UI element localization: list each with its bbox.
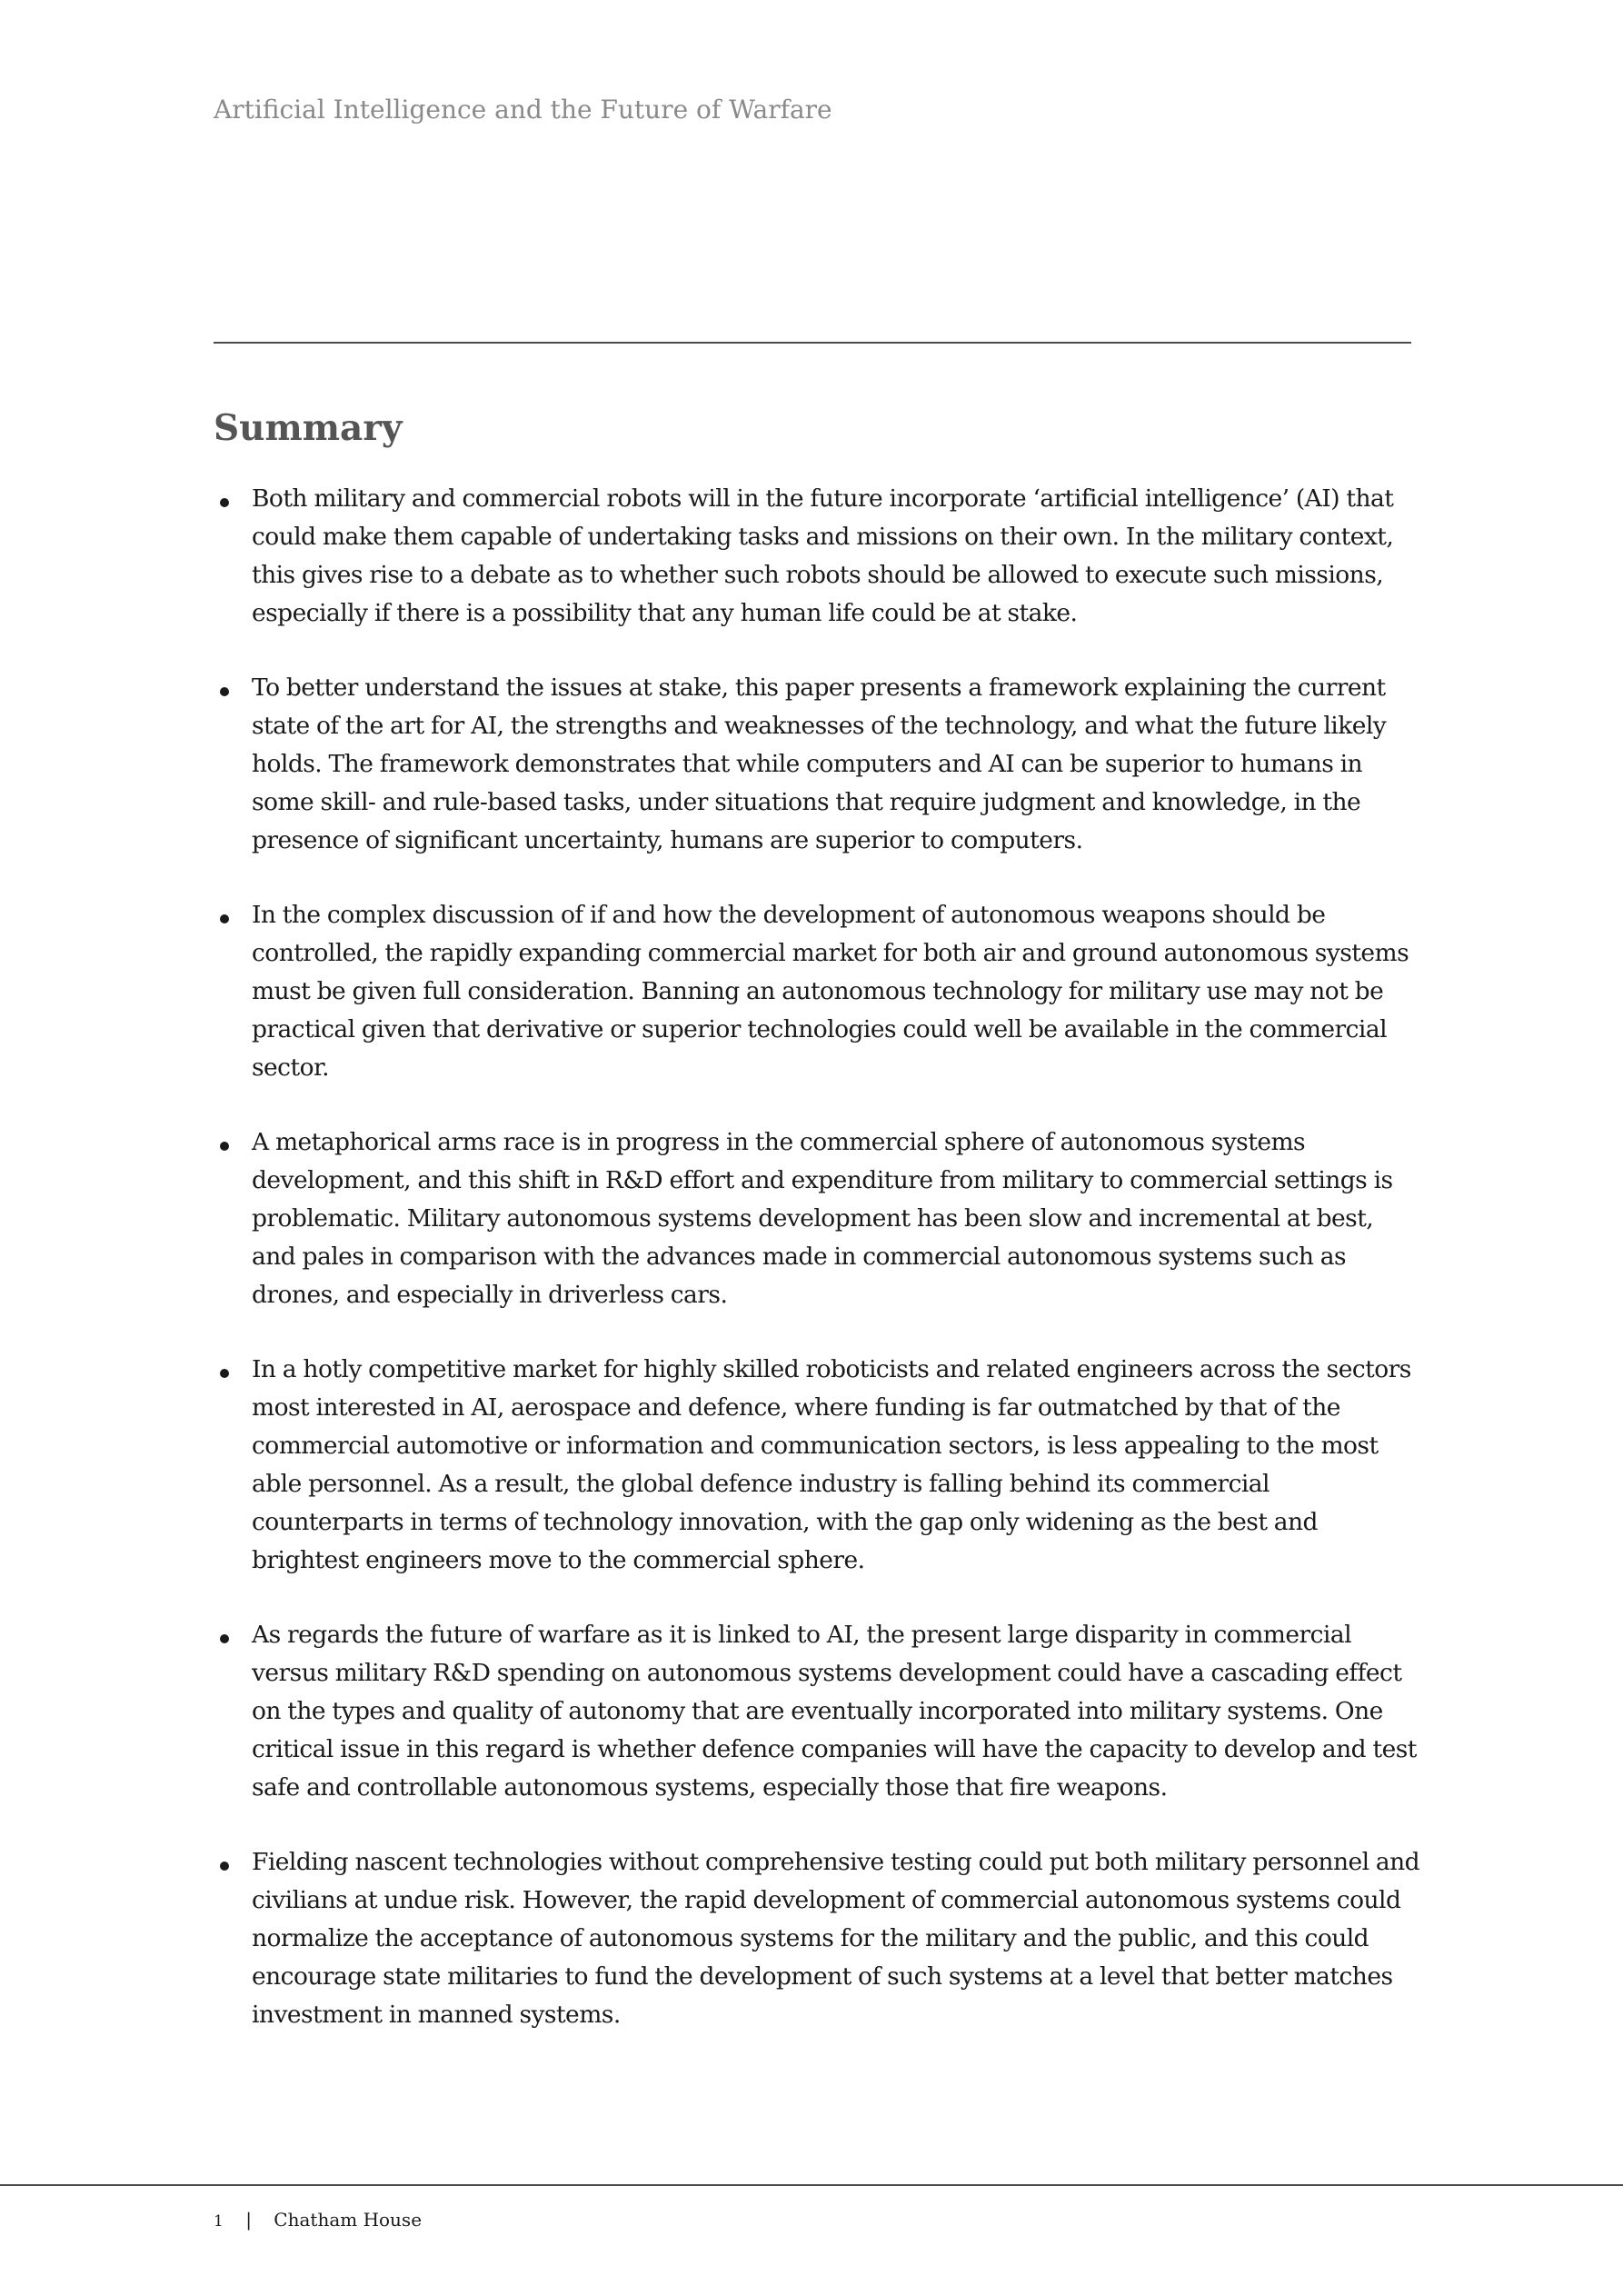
footer-divider	[0, 2184, 1623, 2186]
summary-bullet-text: Fielding nascent technologies without comprehensive testing could put both military personnel and civilians at undue risk. However, the rapid development of commercial autonomous systems could normalize the acceptance of autonomous systems for the military and the public, and this could encourage state militaries to fund the development of such systems at a level that better matches investment in manned systems.	[252, 1848, 1420, 2029]
summary-bullet-text: As regards the future of warfare as it is linked to AI, the present large disparity in commercial versus military R&D spending on autonomous systems development could have a cascading effect on the types and quality of autonomy that are eventually incorporated into military systems. One critical issue in this regard is whether defence companies will have the capacity to develop and test safe and controllable autonomous systems, especially those that fire weapons.	[252, 1621, 1417, 1802]
running-header-title: Artificial Intelligence and the Future of Warfare	[214, 95, 832, 125]
summary-bullet-item	[214, 1351, 1422, 1580]
page-footer	[214, 2209, 422, 2231]
summary-bullet-item	[214, 1616, 1422, 1807]
section-heading-summary: Summary	[214, 407, 403, 449]
summary-bullet-item	[214, 896, 1422, 1087]
bullet-dot-icon	[220, 1142, 229, 1151]
summary-bullet-item	[214, 669, 1422, 860]
summary-bullet-item	[214, 480, 1422, 633]
summary-bullet-text: In the complex discussion of if and how the development of autonomous weapons should be controlled, the rapidly expanding commercial market for both air and ground autonomous systems must be given full consideration. Banning an autonomous technology for military use may not be practical given that derivative or superior technologies could well be available in the commercial sector.	[252, 901, 1409, 1082]
bullet-dot-icon	[220, 687, 229, 696]
bullet-dot-icon	[220, 1369, 229, 1378]
summary-bullet-text: To better understand the issues at stake, this paper presents a framework explaining the current state of the art for AI, the strengths and weaknesses of the technology, and what the future likely holds. The framework demonstrates that while computers and AI can be superior to humans in some skill- and rule-based tasks, under situations that require judgment and knowledge, in the presence of significant uncertainty, humans are superior to computers.	[252, 674, 1387, 854]
summary-bullet-item	[214, 1843, 1422, 2034]
bullet-dot-icon	[220, 1862, 229, 1871]
footer-separator: |	[245, 2209, 252, 2231]
bullet-dot-icon	[220, 914, 229, 923]
summary-bullet-list	[214, 480, 1422, 2071]
footer-publisher: Chatham House	[274, 2209, 423, 2231]
summary-bullet-item	[214, 1123, 1422, 1314]
header-divider	[214, 342, 1411, 344]
summary-bullet-text: In a hotly competitive market for highly skilled roboticists and related engineers across the sectors most interested in AI, aerospace and defence, where funding is far outmatched by that of the commercial automotive or information and communication sectors, is less appealing to the most able personnel. As a result, the global defence industry is falling behind its commercial counterparts in terms of technology innovation, with the gap only widening as the best and brightest engineers move to the commercial sphere.	[252, 1355, 1411, 1574]
bullet-dot-icon	[220, 498, 229, 507]
bullet-dot-icon	[220, 1634, 229, 1643]
summary-bullet-text: Both military and commercial robots will in the future incorporate ‘artificial intelligence’ (AI) that could make them capable of undertaking tasks and missions on their own. In the military context, this gives rise to a debate as to whether such robots should be allowed to execute such missions, especially if there is a possibility that any human life could be at stake.	[252, 484, 1394, 627]
page-number: 1	[214, 2212, 224, 2231]
summary-bullet-text: A metaphorical arms race is in progress in the commercial sphere of autonomous systems development, and this shift in R&D effort and expenditure from military to commercial settings is problematic. Military autonomous systems development has been slow and incremental at best, and pales in comparison with the advances made in commercial autonomous systems such as drones, and especially in driverless cars.	[252, 1128, 1393, 1309]
